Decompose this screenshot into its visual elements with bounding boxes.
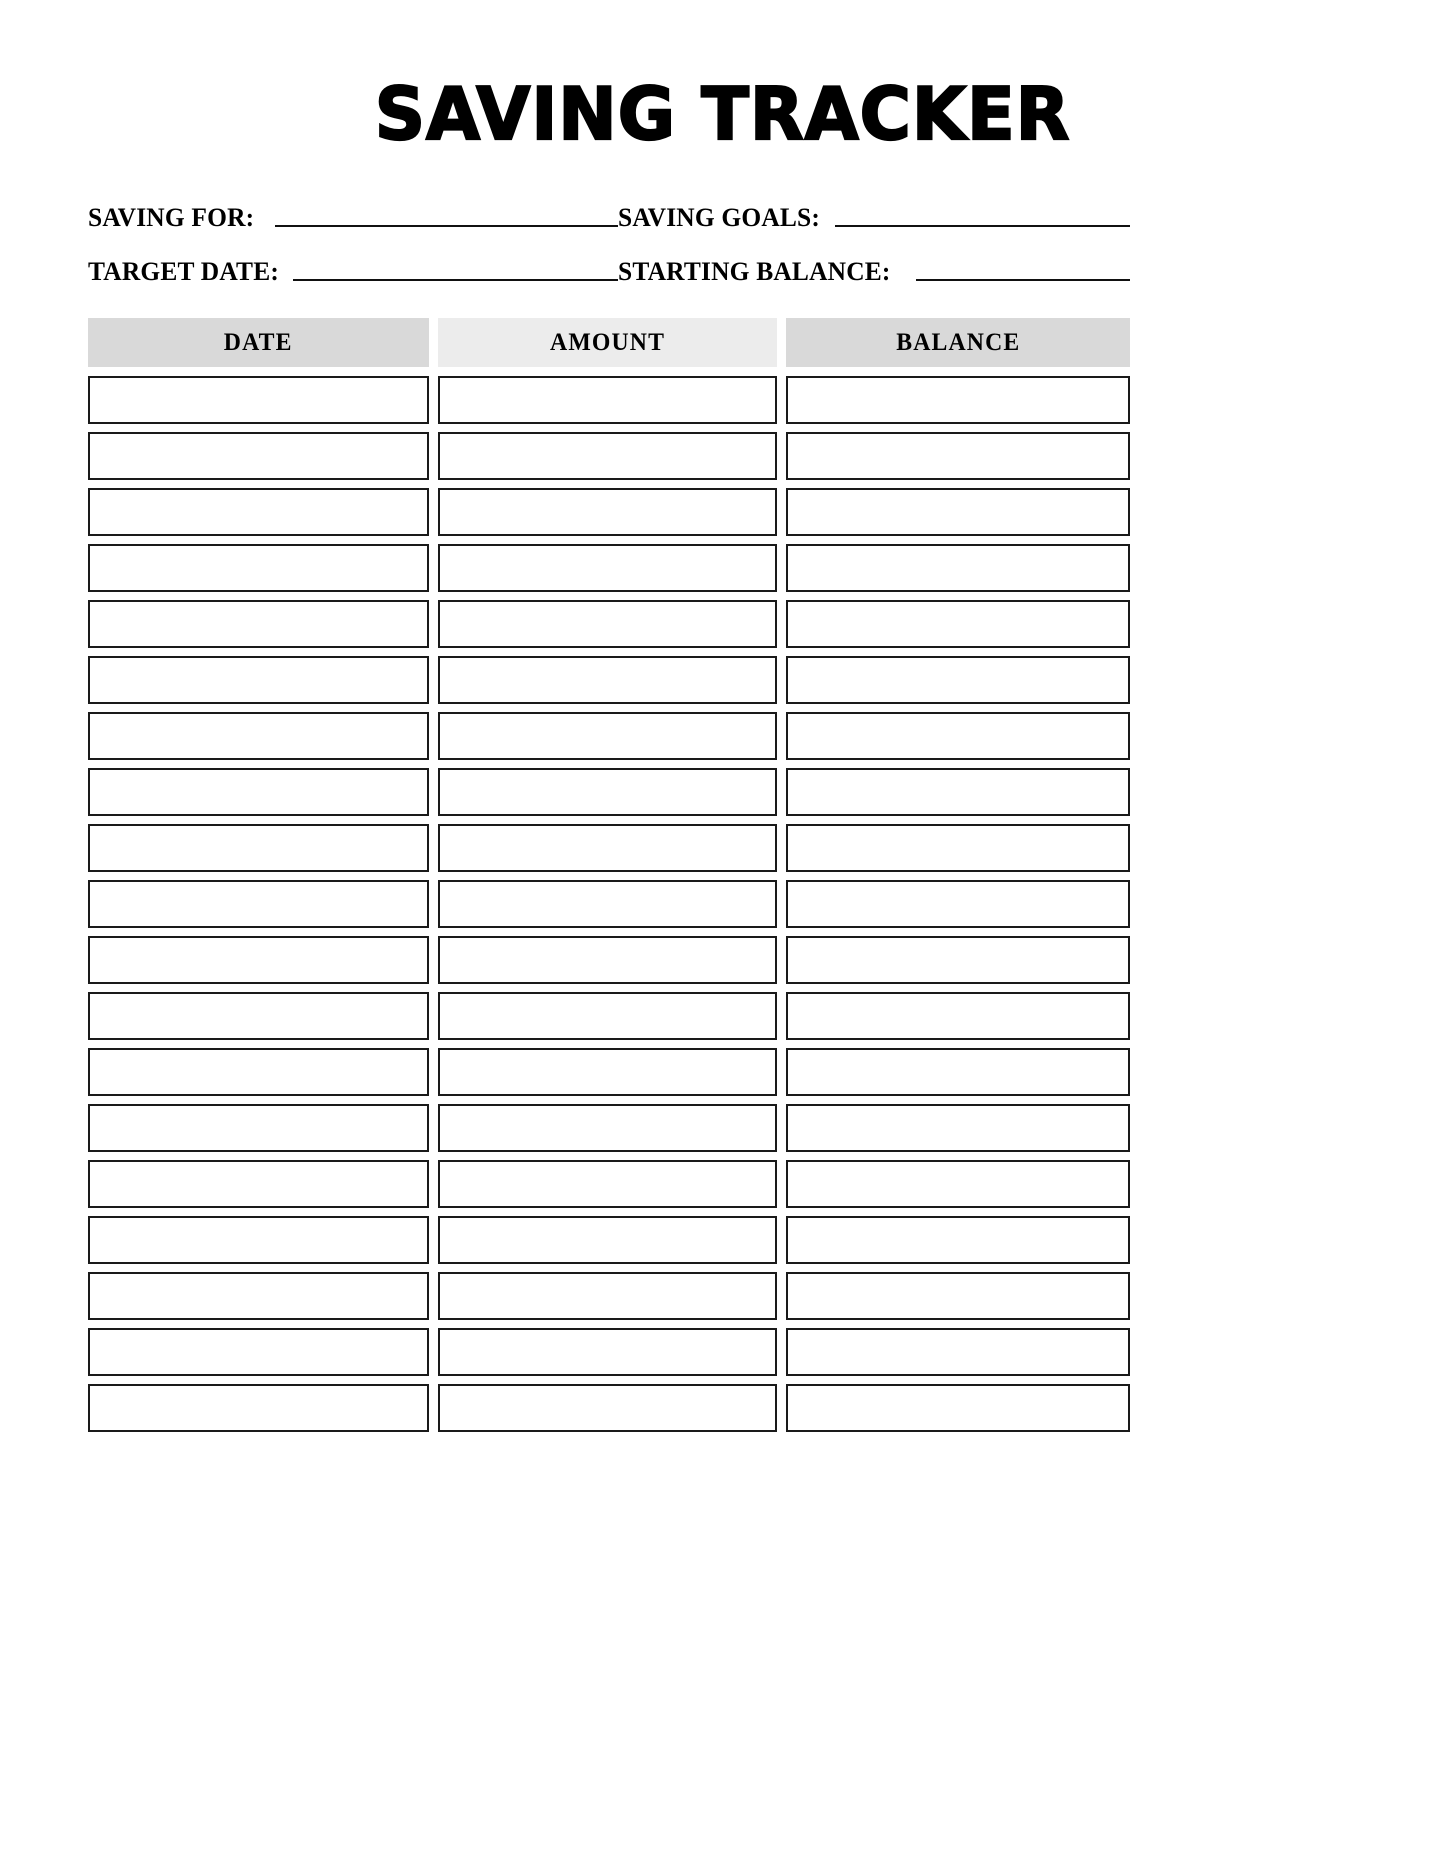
cell-amount[interactable]	[438, 656, 777, 704]
column-gap	[777, 656, 786, 704]
column-gap	[429, 1384, 438, 1432]
column-gap	[429, 1104, 438, 1152]
cell-date[interactable]	[88, 376, 429, 424]
table-row	[88, 1328, 1130, 1376]
table-row	[88, 600, 1130, 648]
cell-amount[interactable]	[438, 1384, 777, 1432]
table-row	[88, 1048, 1130, 1096]
cell-balance[interactable]	[786, 1272, 1130, 1320]
cell-amount[interactable]	[438, 376, 777, 424]
cell-amount[interactable]	[438, 1216, 777, 1264]
cell-date[interactable]	[88, 544, 429, 592]
table-body	[88, 376, 1130, 1432]
column-gap	[777, 824, 786, 872]
column-header-date-label: DATE	[224, 328, 293, 356]
cell-balance[interactable]	[786, 600, 1130, 648]
column-gap	[429, 712, 438, 760]
cell-balance[interactable]	[786, 936, 1130, 984]
table-row	[88, 992, 1130, 1040]
cell-amount[interactable]	[438, 768, 777, 816]
form-fields	[88, 186, 1130, 286]
column-header-balance-label: BALANCE	[895, 328, 1021, 356]
cell-date[interactable]	[88, 656, 429, 704]
saving-for-input-line[interactable]	[275, 225, 618, 227]
cell-date[interactable]	[88, 1328, 429, 1376]
cell-date[interactable]	[88, 992, 429, 1040]
cell-amount[interactable]	[438, 600, 777, 648]
table-row	[88, 656, 1130, 704]
column-gap	[777, 1384, 786, 1432]
cell-amount[interactable]	[438, 712, 777, 760]
cell-balance[interactable]	[786, 880, 1130, 928]
column-gap	[777, 318, 786, 367]
cell-date[interactable]	[88, 1272, 429, 1320]
cell-date[interactable]	[88, 768, 429, 816]
cell-amount[interactable]	[438, 992, 777, 1040]
cell-date[interactable]	[88, 1160, 429, 1208]
table-row	[88, 432, 1130, 480]
cell-balance[interactable]	[786, 1160, 1130, 1208]
column-gap	[429, 1216, 438, 1264]
table-row	[88, 768, 1130, 816]
column-gap	[429, 1160, 438, 1208]
cell-balance[interactable]	[786, 992, 1130, 1040]
cell-amount[interactable]	[438, 488, 777, 536]
cell-date[interactable]	[88, 1216, 429, 1264]
column-gap	[429, 936, 438, 984]
target-date-label: TARGET DATE:	[88, 256, 280, 286]
form-row-2	[88, 240, 1130, 286]
column-header-balance	[786, 318, 1130, 367]
cell-balance[interactable]	[786, 1048, 1130, 1096]
cell-balance[interactable]	[786, 824, 1130, 872]
cell-date[interactable]	[88, 936, 429, 984]
cell-date[interactable]	[88, 432, 429, 480]
column-gap	[429, 1272, 438, 1320]
cell-date[interactable]	[88, 1048, 429, 1096]
column-gap	[777, 544, 786, 592]
column-gap	[429, 544, 438, 592]
column-gap	[777, 1216, 786, 1264]
column-gap	[777, 1272, 786, 1320]
cell-date[interactable]	[88, 488, 429, 536]
column-gap	[777, 768, 786, 816]
cell-date[interactable]	[88, 824, 429, 872]
cell-balance[interactable]	[786, 1104, 1130, 1152]
cell-amount[interactable]	[438, 1272, 777, 1320]
table-row	[88, 1272, 1130, 1320]
column-header-amount	[438, 318, 777, 367]
cell-balance[interactable]	[786, 712, 1130, 760]
column-gap	[429, 600, 438, 648]
column-gap	[429, 992, 438, 1040]
field-target-date	[88, 256, 618, 286]
column-gap	[429, 376, 438, 424]
page-title: SAVING TRACKER	[374, 72, 1071, 156]
cell-amount[interactable]	[438, 880, 777, 928]
field-starting-balance	[618, 256, 1130, 286]
column-gap	[777, 1328, 786, 1376]
cell-balance[interactable]	[786, 656, 1130, 704]
table-row	[88, 544, 1130, 592]
cell-amount[interactable]	[438, 824, 777, 872]
column-gap	[429, 1048, 438, 1096]
column-gap	[777, 712, 786, 760]
cell-amount[interactable]	[438, 432, 777, 480]
cell-date[interactable]	[88, 600, 429, 648]
table-row	[88, 880, 1130, 928]
saving-for-label: SAVING FOR:	[88, 202, 255, 232]
table-row	[88, 376, 1130, 424]
column-gap	[777, 1048, 786, 1096]
target-date-input-line[interactable]	[293, 279, 618, 281]
page-title-container	[0, 72, 1445, 156]
column-gap	[429, 432, 438, 480]
cell-date[interactable]	[88, 712, 429, 760]
column-gap	[777, 1104, 786, 1152]
table-row	[88, 1104, 1130, 1152]
table-row	[88, 936, 1130, 984]
table-header-row	[88, 318, 1130, 367]
column-gap	[429, 656, 438, 704]
cell-balance[interactable]	[786, 432, 1130, 480]
column-gap	[777, 992, 786, 1040]
saving-goals-input-line[interactable]	[835, 225, 1131, 227]
column-gap	[777, 488, 786, 536]
cell-balance[interactable]	[786, 488, 1130, 536]
cell-date[interactable]	[88, 1104, 429, 1152]
starting-balance-input-line[interactable]	[916, 279, 1130, 281]
column-gap	[777, 376, 786, 424]
table-row	[88, 824, 1130, 872]
savings-table	[88, 318, 1130, 1440]
cell-balance[interactable]	[786, 1328, 1130, 1376]
column-gap	[429, 488, 438, 536]
table-row	[88, 488, 1130, 536]
table-row	[88, 1384, 1130, 1432]
column-gap	[429, 824, 438, 872]
starting-balance-label: STARTING BALANCE:	[618, 256, 891, 286]
table-row	[88, 712, 1130, 760]
table-row	[88, 1216, 1130, 1264]
cell-balance[interactable]	[786, 376, 1130, 424]
column-gap	[777, 432, 786, 480]
saving-goals-label: SAVING GOALS:	[618, 202, 821, 232]
column-gap	[777, 1160, 786, 1208]
cell-date[interactable]	[88, 1384, 429, 1432]
cell-balance[interactable]	[786, 768, 1130, 816]
column-gap	[777, 936, 786, 984]
column-gap	[429, 318, 438, 367]
cell-amount[interactable]	[438, 1160, 777, 1208]
cell-balance[interactable]	[786, 544, 1130, 592]
column-header-date	[88, 318, 429, 367]
cell-balance[interactable]	[786, 1216, 1130, 1264]
column-gap	[429, 768, 438, 816]
field-saving-goals	[618, 202, 1130, 232]
column-gap	[429, 1328, 438, 1376]
cell-amount[interactable]	[438, 1328, 777, 1376]
cell-amount[interactable]	[438, 1048, 777, 1096]
form-row-1	[88, 186, 1130, 232]
cell-balance[interactable]	[786, 1384, 1130, 1432]
cell-amount[interactable]	[438, 936, 777, 984]
column-gap	[777, 880, 786, 928]
column-gap	[777, 600, 786, 648]
field-saving-for	[88, 202, 618, 232]
column-gap	[429, 880, 438, 928]
column-header-amount-label: AMOUNT	[549, 328, 666, 356]
cell-amount[interactable]	[438, 1104, 777, 1152]
table-row	[88, 1160, 1130, 1208]
cell-amount[interactable]	[438, 544, 777, 592]
cell-date[interactable]	[88, 880, 429, 928]
